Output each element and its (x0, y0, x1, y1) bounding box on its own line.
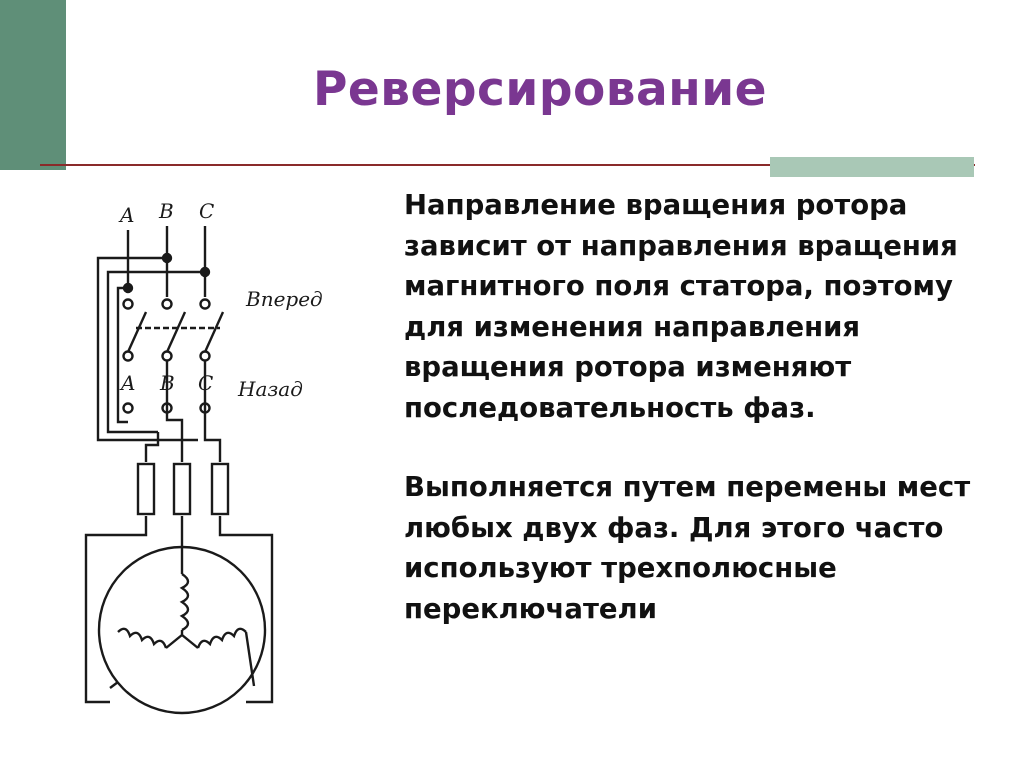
paragraph-explanation: Направление вращения ротора зависит от направления вращения магнитного поля статора, поэтому для изменения направления вращения ротора изменяют последовательность фаз. (404, 189, 958, 424)
phase-label-a-lower: A (121, 371, 136, 395)
reversing-circuit-diagram (70, 190, 370, 730)
phase-label-c-top: C (199, 199, 215, 223)
phase-label-c-lower: C (198, 371, 214, 395)
phase-label-b-top: B (159, 199, 174, 223)
label-backward: Назад (238, 377, 303, 401)
phase-label-b-lower: B (160, 371, 175, 395)
accent-bar-right (770, 157, 974, 177)
label-forward: Вперед (246, 287, 323, 311)
slide-title: Реверсирование (312, 62, 768, 117)
slide-body (404, 185, 984, 629)
phase-label-a-top: A (120, 203, 135, 227)
paragraph-method: Выполняется путем перемены мест любых двух фаз. Для этого часто используют трехполюсные переключатели (404, 471, 971, 625)
